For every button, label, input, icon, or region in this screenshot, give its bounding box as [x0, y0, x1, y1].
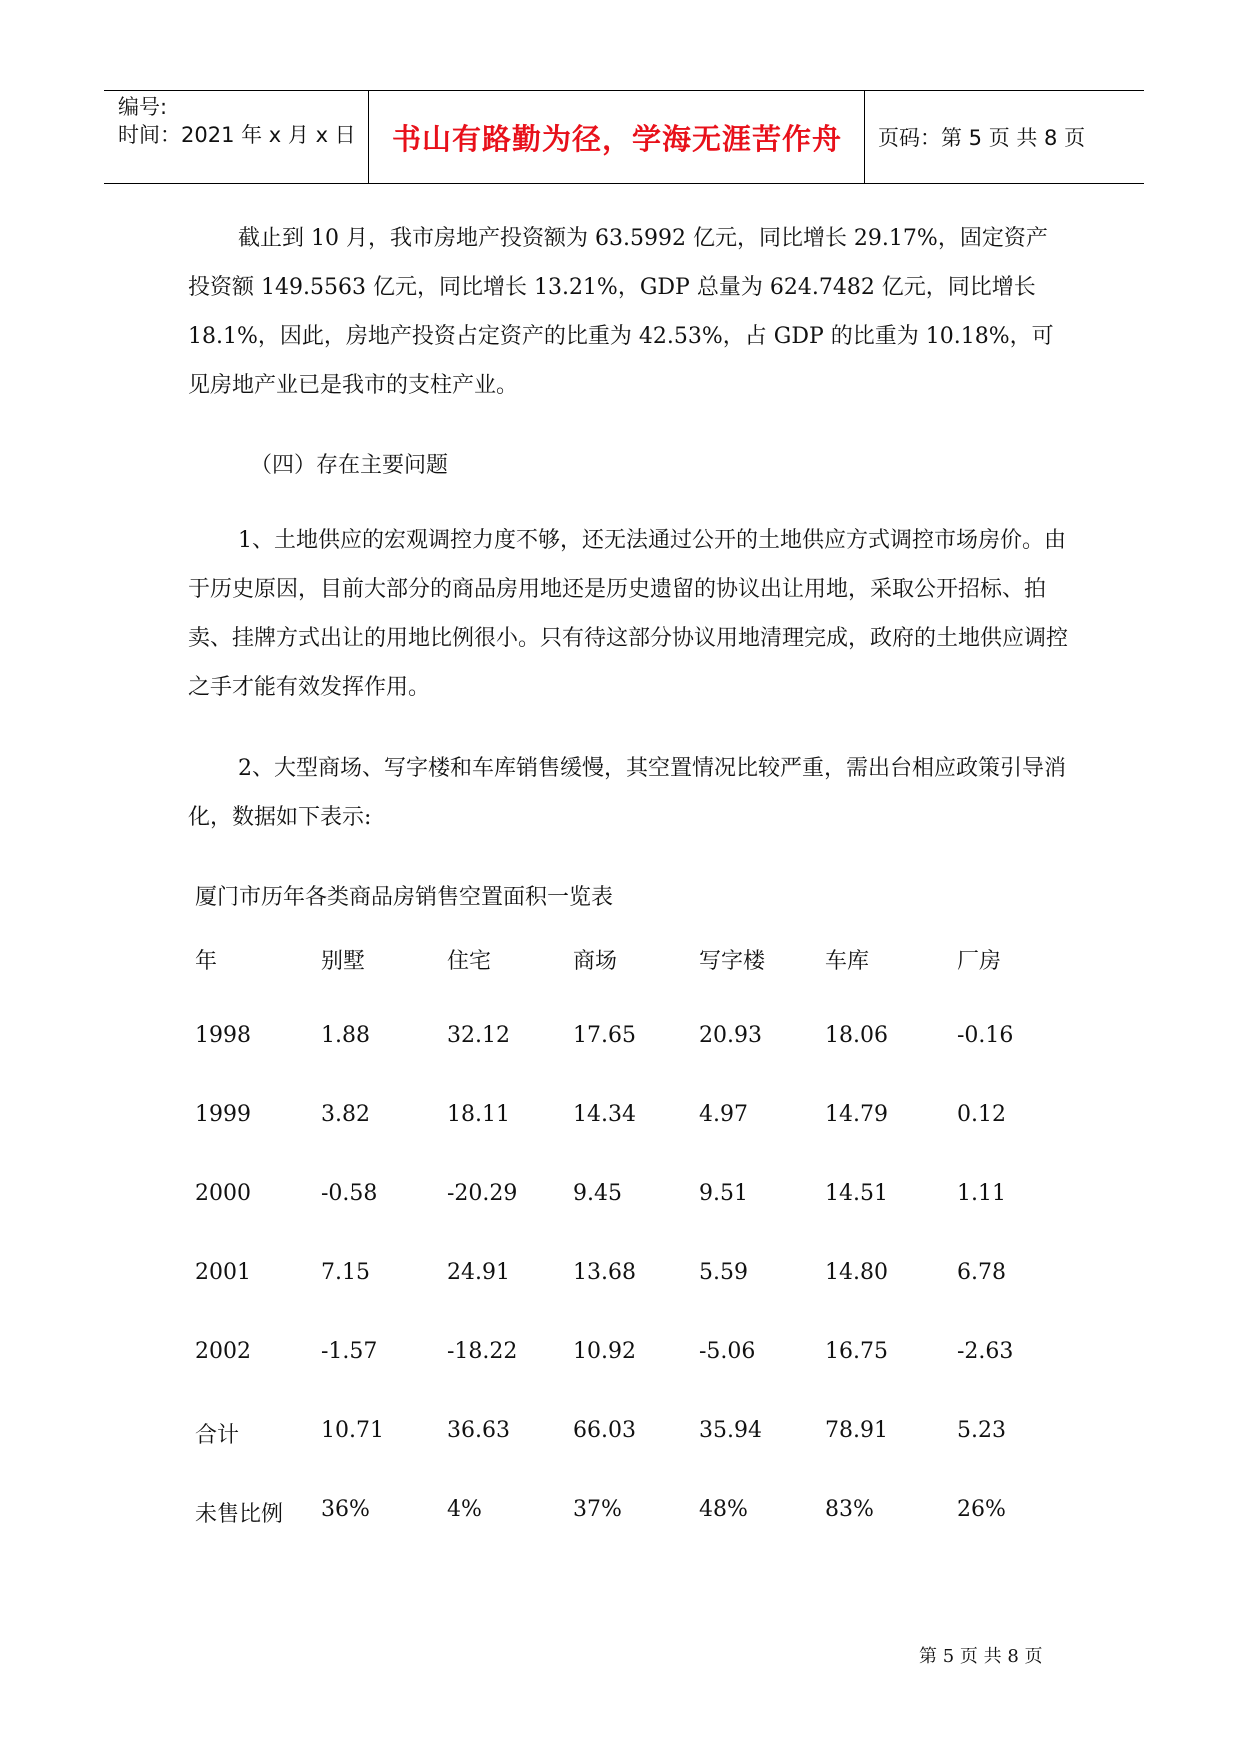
table-cell: 37%: [573, 1497, 622, 1522]
table-cell: 18.11: [447, 1102, 510, 1127]
table-cell: 78.91: [825, 1418, 888, 1443]
table-cell: 1.88: [321, 1023, 370, 1048]
table-cell: 2000: [195, 1181, 251, 1206]
table-cell: 1999: [195, 1102, 251, 1127]
page-footer: 第 5 页 共 8 页: [919, 1646, 1043, 1667]
table-header-cell: 商场: [573, 949, 618, 974]
table-cell: 83%: [825, 1497, 874, 1522]
table-cell: -1.57: [321, 1339, 378, 1364]
header-page-number: 页码：第 5 页 共 8 页: [878, 126, 1086, 150]
table-cell: -20.29: [447, 1181, 518, 1206]
table-cell: 4%: [447, 1497, 482, 1522]
header-info-cell: [104, 91, 369, 183]
table-cell: 1.11: [957, 1181, 1006, 1206]
table-header-cell: 别墅: [321, 949, 366, 974]
table-header-cell: 写字楼: [699, 949, 766, 974]
table-cell: 10.71: [321, 1418, 384, 1443]
table-cell: -18.22: [447, 1339, 518, 1364]
table-cell: 20.93: [699, 1023, 762, 1048]
table-cell: 10.92: [573, 1339, 636, 1364]
table-cell: 0.12: [957, 1102, 1006, 1127]
table-header-cell: 住宅: [447, 949, 492, 974]
header-motto: 书山有路勤为径，学海无涯苦作舟: [391, 121, 842, 156]
table-cell: 2001: [195, 1260, 251, 1285]
table-cell: -0.58: [321, 1181, 378, 1206]
table-header-cell: 厂房: [957, 949, 1002, 974]
table-cell: 合计: [195, 1423, 240, 1448]
table-cell: 9.51: [699, 1181, 748, 1206]
table-cell: 32.12: [447, 1023, 510, 1048]
document-number-label: 编号:: [118, 95, 168, 119]
table-cell: 35.94: [699, 1418, 762, 1443]
table-cell: 14.79: [825, 1102, 888, 1127]
table-cell: 5.59: [699, 1260, 748, 1285]
header-motto-cell: [370, 91, 865, 183]
table-cell: 2002: [195, 1339, 251, 1364]
table-cell: 26%: [957, 1497, 1006, 1522]
section-heading-problems: （四）存在主要问题: [250, 453, 449, 478]
table-cell: 66.03: [573, 1418, 636, 1443]
table-cell: -5.06: [699, 1339, 756, 1364]
table-cell: 36%: [321, 1497, 370, 1522]
table-cell: 6.78: [957, 1260, 1006, 1285]
table-cell: 14.34: [573, 1102, 636, 1127]
table-cell: 24.91: [447, 1260, 510, 1285]
table-cell: 14.80: [825, 1260, 888, 1285]
table-cell: 未售比例: [195, 1502, 284, 1527]
page-header: [104, 90, 1144, 184]
header-page-cell: [866, 91, 1144, 183]
table-cell: 16.75: [825, 1339, 888, 1364]
table-cell: 13.68: [573, 1260, 636, 1285]
table-cell: 18.06: [825, 1023, 888, 1048]
table-header-cell: 年: [195, 949, 218, 974]
table-cell: 3.82: [321, 1102, 370, 1127]
table-cell: 17.65: [573, 1023, 636, 1048]
table-caption: 厦门市历年各类商品房销售空置面积一览表: [195, 885, 614, 910]
paragraph-investment: 截止到 10 月，我市房地产投资额为 63.5992 亿元，同比增长 29.17%，固定资产投资额 149.5563 亿元，同比增长 13.21%，GDP 总量为 624.7482 亿元，同比增长 18.1%，因此，房地产投资占定资产的比重为 42.53%，占 GDP 的比重为 10.18%，可见房地产业已是我市的支柱产业。: [188, 226, 1054, 398]
table-cell: 14.51: [825, 1181, 888, 1206]
table-cell: 5.23: [957, 1418, 1006, 1443]
table-header-cell: 车库: [825, 949, 870, 974]
table-cell: 9.45: [573, 1181, 622, 1206]
table-cell: 7.15: [321, 1260, 370, 1285]
table-cell: 4.97: [699, 1102, 748, 1127]
document-date-label: 时间：2021 年 x 月 x 日: [118, 123, 356, 147]
paragraph-land-supply: 1、土地供应的宏观调控力度不够，还无法通过公开的土地供应方式调控市场房价。由于历史原因，目前大部分的商品房用地还是历史遗留的协议出让用地，采取公开招标、拍卖、挂牌方式出让的用地比例很小。只有待这部分协议用地清理完成，政府的土地供应调控之手才能有效发挥作用。: [188, 528, 1069, 700]
table-cell: 48%: [699, 1497, 748, 1522]
table-cell: 1998: [195, 1023, 251, 1048]
table-cell: -2.63: [957, 1339, 1014, 1364]
paragraph-vacancy: 2、大型商场、写字楼和车库销售缓慢，其空置情况比较严重，需出台相应政策引导消化，数据如下表示:: [188, 756, 1066, 830]
table-cell: -0.16: [957, 1023, 1014, 1048]
table-cell: 36.63: [447, 1418, 510, 1443]
